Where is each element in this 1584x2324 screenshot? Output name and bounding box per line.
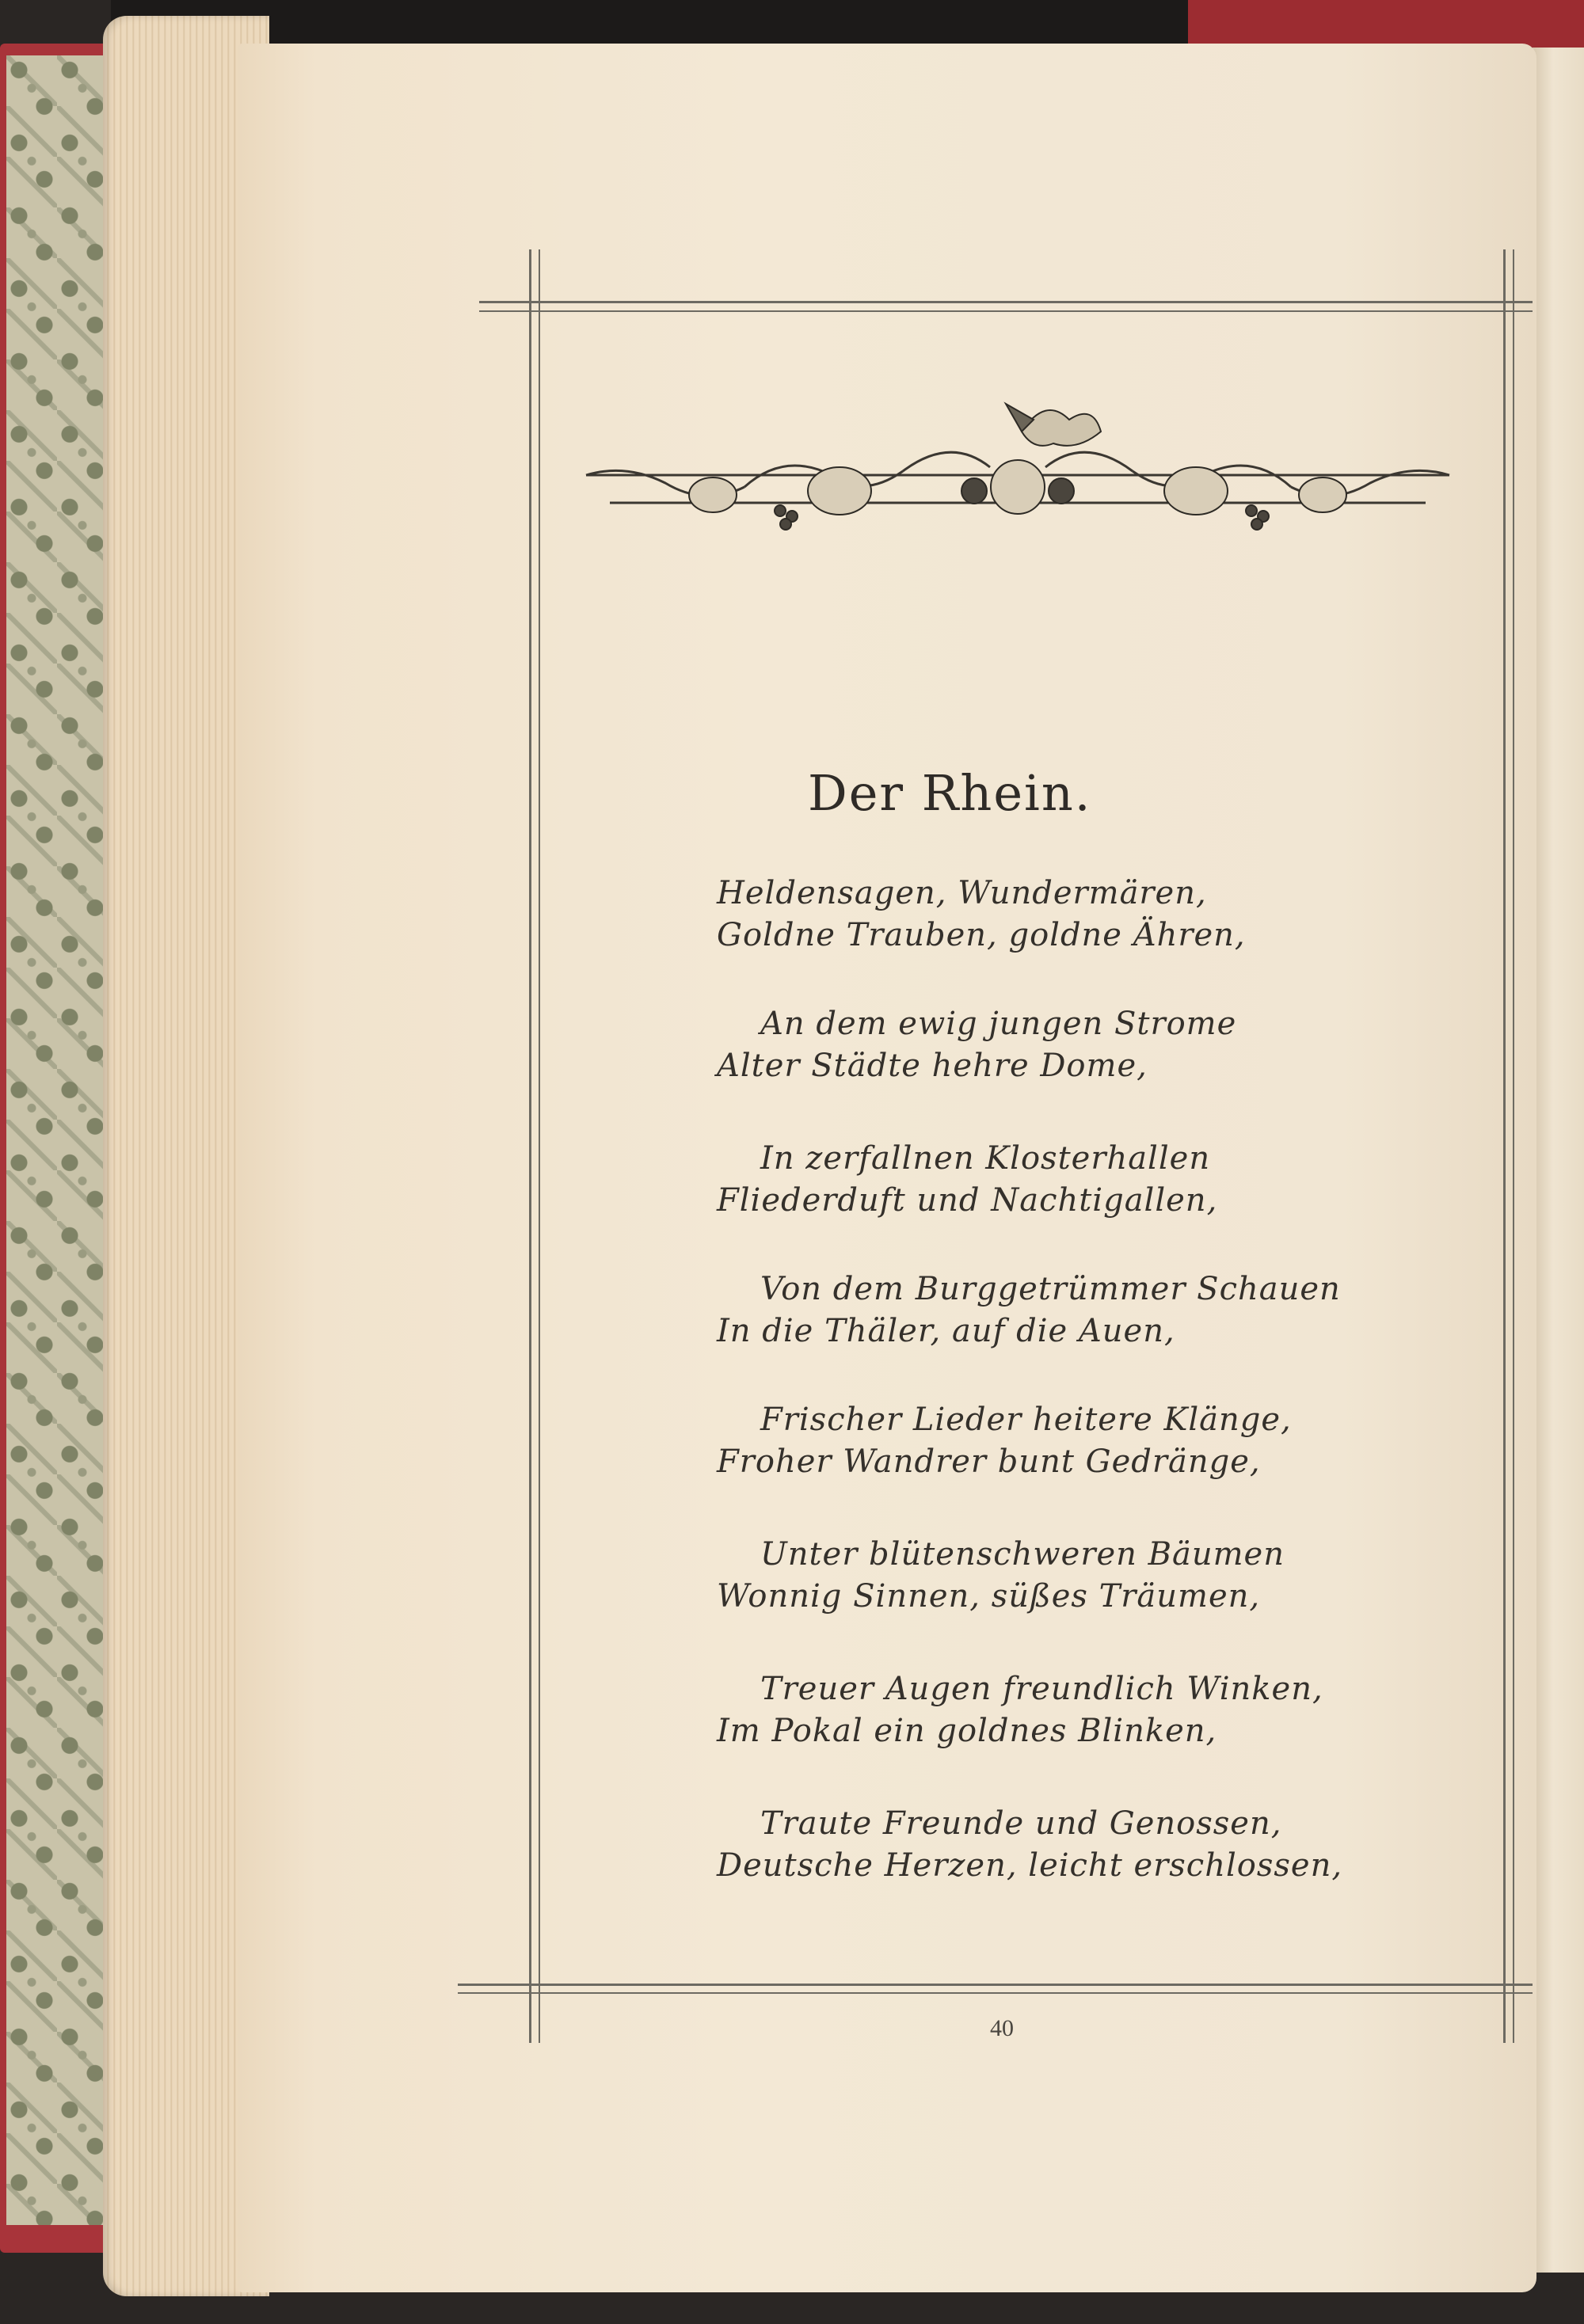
poem-line: Unter blütenschweren Bäumen bbox=[760, 1536, 1285, 1573]
frame-rule-left-inner bbox=[539, 249, 540, 2043]
poem-line: Im Pokal ein goldnes Blinken, bbox=[717, 1713, 1217, 1749]
poem-title: Der Rhein. bbox=[808, 764, 1092, 822]
poem-line: In zerfallnen Klosterhallen bbox=[760, 1140, 1211, 1177]
facing-page-edge bbox=[1533, 48, 1584, 2273]
poem-line: Traute Freunde und Genossen, bbox=[760, 1805, 1282, 1842]
poem-line: Von dem Burggetrümmer Schauen bbox=[760, 1271, 1341, 1307]
frame-rule-bottom-inner bbox=[458, 1992, 1533, 1994]
poem-line: Fliederduft und Nachtigallen, bbox=[717, 1182, 1218, 1219]
poem-line: Froher Wandrer bunt Gedränge, bbox=[717, 1443, 1261, 1480]
floral-vignette bbox=[578, 388, 1457, 546]
page-number: 40 bbox=[990, 2015, 1014, 2041]
frame-rule-right-inner bbox=[1513, 249, 1514, 2043]
poem-line: In die Thäler, auf die Auen, bbox=[717, 1313, 1175, 1349]
frame-rule-top bbox=[479, 301, 1533, 303]
poem-line: Alter Städte hehre Dome, bbox=[717, 1048, 1148, 1084]
poem-line: Frischer Lieder heitere Klänge, bbox=[760, 1402, 1292, 1438]
frame-rule-bottom bbox=[458, 1984, 1533, 1986]
frame-rule-top-inner bbox=[479, 310, 1533, 312]
poem-line: Wonnig Sinnen, süßes Träumen, bbox=[717, 1578, 1261, 1615]
poem-line: Goldne Trauben, goldne Ähren, bbox=[717, 917, 1246, 953]
poem-line: Deutsche Herzen, leicht erschlossen, bbox=[717, 1847, 1343, 1884]
poem-line: An dem ewig jungen Strome bbox=[760, 1006, 1237, 1042]
poem-line: Treuer Augen freundlich Winken, bbox=[760, 1671, 1323, 1707]
book-cover-top-red bbox=[1188, 0, 1584, 48]
patterned-endpaper bbox=[6, 55, 109, 2225]
poem-line: Heldensagen, Wundermären, bbox=[717, 875, 1207, 911]
frame-rule-left bbox=[529, 249, 531, 2043]
frame-rule-right bbox=[1503, 249, 1506, 2043]
